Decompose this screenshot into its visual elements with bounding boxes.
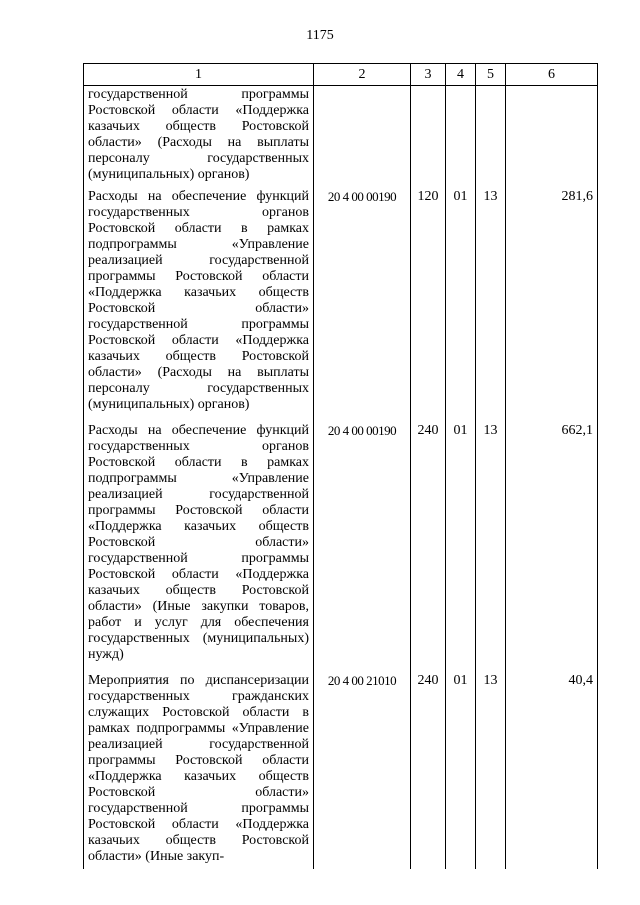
expense-type-cell: 240: [411, 417, 446, 667]
column-header: 4: [446, 64, 476, 86]
table-row: [84, 183, 598, 417]
subsection-cell: 13: [476, 417, 506, 667]
budget-table: [83, 63, 598, 869]
target-code-cell: 20 4 00 21010: [314, 667, 411, 869]
expense-name-cell: Мероприятия по диспансеризации государственных гражданских служащих Ростовской области в рамках подпрограммы «Управление реализацией государственной программы Ростовской области «Поддержка казачьих обществ Ростовской области» государственной программы Ростовской области «Поддержка казачьих обществ Ростовской области» (Иные закуп-: [84, 667, 314, 869]
target-code-cell: 20 4 00 00190: [314, 417, 411, 667]
column-header: 2: [314, 64, 411, 86]
section-cell: 01: [446, 417, 476, 667]
target-code-cell: [314, 86, 411, 184]
column-header: 3: [411, 64, 446, 86]
amount-cell: 281,6: [506, 183, 598, 417]
subsection-cell: [476, 86, 506, 184]
expense-name-cell: государственной программы Ростовской области «Поддержка казачьих обществ Ростовской области» (Расходы на выплаты персоналу государственных (муниципальных) органов): [84, 86, 314, 184]
page-number: 1175: [306, 28, 334, 43]
amount-cell: 40,4: [506, 667, 598, 869]
column-header: 1: [84, 64, 314, 86]
subsection-cell: 13: [476, 667, 506, 869]
target-code-cell: 20 4 00 00190: [314, 183, 411, 417]
expense-name-cell: Расходы на обеспечение функций государственных органов Ростовской области в рамках подпрограммы «Управление реализацией государственной программы Ростовской области «Поддержка казачьих обществ Ростовской области» государственной программы Ростовской области «Поддержка казачьих обществ Ростовской области» (Иные закупки товаров, работ и услуг для обеспечения государственных (муниципальных) нужд): [84, 417, 314, 667]
section-cell: 01: [446, 183, 476, 417]
table-header-row: [84, 64, 598, 86]
section-cell: 01: [446, 667, 476, 869]
table-row: [84, 86, 598, 184]
amount-cell: [506, 86, 598, 184]
table-row: [84, 417, 598, 667]
column-header: 6: [506, 64, 598, 86]
column-header: 5: [476, 64, 506, 86]
expense-name-cell: Расходы на обеспечение функций государственных органов Ростовской области в рамках подпрограммы «Управление реализацией государственной программы Ростовской области «Поддержка казачьих обществ Ростовской области» государственной программы Ростовской области «Поддержка казачьих обществ Ростовской области» (Расходы на выплаты персоналу государственных (муниципальных) органов): [84, 183, 314, 417]
expense-type-cell: 120: [411, 183, 446, 417]
amount-cell: 662,1: [506, 417, 598, 667]
subsection-cell: 13: [476, 183, 506, 417]
expense-type-cell: 240: [411, 667, 446, 869]
expense-type-cell: [411, 86, 446, 184]
table-row: [84, 667, 598, 869]
section-cell: [446, 86, 476, 184]
